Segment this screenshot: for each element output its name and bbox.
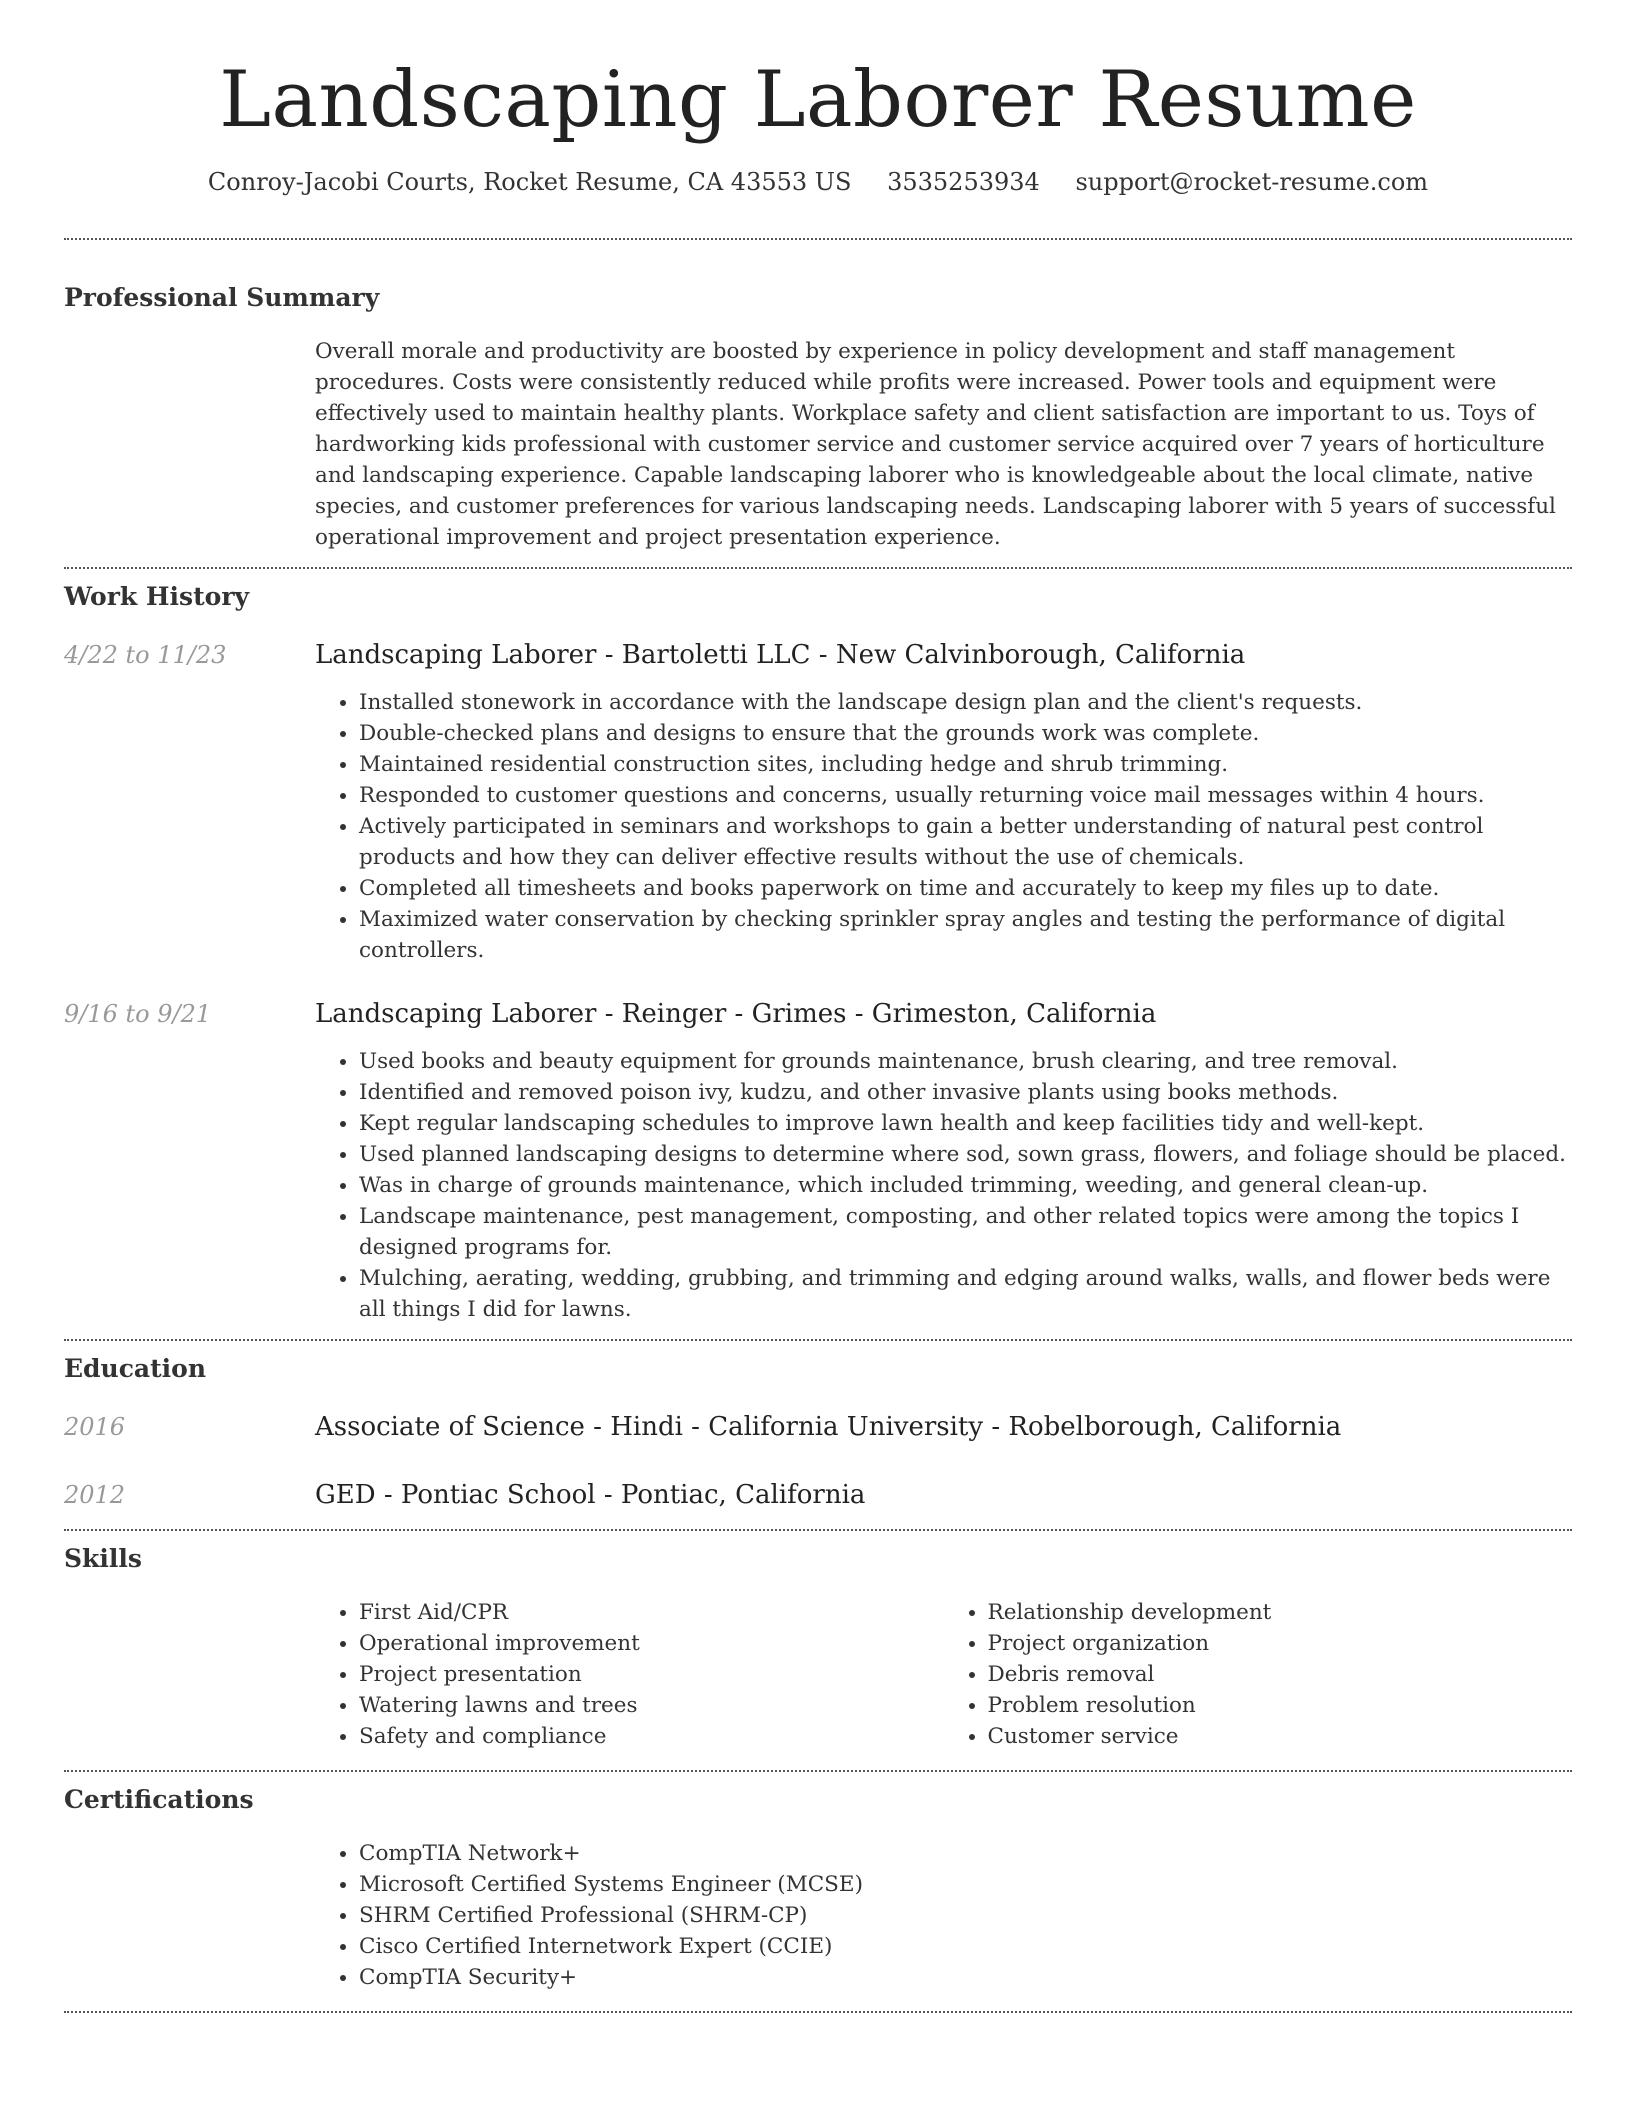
list-item: • Microsoft Certified Systems Engineer (MCSE)	[359, 1869, 1572, 1900]
education-heading: Education	[64, 1354, 207, 1383]
list-item: • Project organization	[988, 1628, 1573, 1659]
contact-phone: 3535253934	[887, 168, 1040, 196]
job-title: Landscaping Laborer - Bartoletti LLC - New Calvinborough, California	[315, 640, 1246, 670]
list-item: • Responded to customer questions and concerns, usually returning voice mail messages within 4 hours.	[359, 780, 1572, 811]
education-year: 2016	[64, 1413, 126, 1441]
list-item: • Landscape maintenance, pest management, composting, and other related topics were among the topics I designed programs for.	[359, 1201, 1572, 1263]
skills-section	[64, 1543, 1572, 1752]
list-item: • Mulching, aerating, wedding, grubbing, and trimming and edging around walks, walls, and flower beds were all things I did for lawns.	[359, 1263, 1572, 1325]
list-item: • First Aid/CPR	[359, 1597, 944, 1628]
job-entry	[64, 998, 1572, 1325]
list-item: • Kept regular landscaping schedules to improve lawn health and keep facilities tidy and well-kept.	[359, 1108, 1572, 1139]
job-bullets	[315, 687, 1572, 966]
skills-heading: Skills	[64, 1544, 142, 1573]
skills-list-left	[315, 1597, 944, 1752]
list-item: • CompTIA Security+	[359, 1962, 1572, 1993]
divider	[64, 1529, 1572, 1531]
divider	[64, 567, 1572, 569]
list-item: • Customer service	[988, 1721, 1573, 1752]
list-item: • Actively participated in seminars and workshops to gain a better understanding of natural pest control products and how they can deliver effective results without the use of chemicals.	[359, 811, 1572, 873]
divider	[64, 1339, 1572, 1341]
education-title: Associate of Science - Hindi - California University - Robelborough, California	[315, 1412, 1342, 1442]
contact-email: support@rocket-resume.com	[1075, 168, 1429, 196]
job-title: Landscaping Laborer - Reinger - Grimes - Grimeston, California	[315, 999, 1157, 1029]
list-item: • SHRM Certified Professional (SHRM-CP)	[359, 1900, 1572, 1931]
job-entry	[64, 639, 1572, 966]
list-item: • Maintained residential construction sites, including hedge and shrub trimming.	[359, 749, 1572, 780]
job-bullets	[315, 1046, 1572, 1325]
list-item: • Relationship development	[988, 1597, 1573, 1628]
list-item: • Was in charge of grounds maintenance, which included trimming, weeding, and general clean-up.	[359, 1170, 1572, 1201]
divider	[64, 2011, 1572, 2013]
education-entry	[64, 1411, 1572, 1443]
list-item: • Completed all timesheets and books paperwork on time and accurately to keep my files up to date.	[359, 873, 1572, 904]
list-item: • Maximized water conservation by checking sprinkler spray angles and testing the performance of digital controllers.	[359, 904, 1572, 966]
list-item: • Watering lawns and trees	[359, 1690, 944, 1721]
list-item: • Cisco Certified Internetwork Expert (CCIE)	[359, 1931, 1572, 1962]
list-item: • Identified and removed poison ivy, kudzu, and other invasive plants using books methods.	[359, 1077, 1572, 1108]
divider	[64, 238, 1572, 240]
job-dates: 4/22 to 11/23	[64, 641, 227, 669]
divider	[64, 1770, 1572, 1772]
education-entry	[64, 1479, 1572, 1511]
list-item: • Safety and compliance	[359, 1721, 944, 1752]
list-item: • Used books and beauty equipment for grounds maintenance, brush clearing, and tree removal.	[359, 1046, 1572, 1077]
education-year: 2012	[64, 1481, 126, 1509]
work-history-heading: Work History	[64, 582, 250, 611]
contact-line	[64, 166, 1572, 198]
education-section	[64, 1353, 1572, 1511]
work-history-section	[64, 581, 1572, 1325]
certifications-list	[315, 1838, 1572, 1993]
resume-title: Landscaping Laborer Resume	[219, 55, 1417, 145]
certifications-heading: Certifications	[64, 1785, 254, 1814]
list-item: • Operational improvement	[359, 1628, 944, 1659]
list-item: • Installed stonework in accordance with the landscape design plan and the client's requests.	[359, 687, 1572, 718]
list-item: • Debris removal	[988, 1659, 1573, 1690]
list-item: • CompTIA Network+	[359, 1838, 1572, 1869]
certifications-section	[64, 1784, 1572, 1993]
list-item: • Problem resolution	[988, 1690, 1573, 1721]
skills-list-right	[944, 1597, 1573, 1752]
list-item: • Used planned landscaping designs to determine where sod, sown grass, flowers, and foliage should be placed.	[359, 1139, 1572, 1170]
summary-section	[64, 282, 1572, 553]
resume-page	[64, 0, 1572, 2013]
education-title: GED - Pontiac School - Pontiac, California	[315, 1480, 866, 1510]
summary-heading: Professional Summary	[64, 283, 380, 312]
job-dates: 9/16 to 9/21	[64, 1000, 212, 1028]
summary-text: Overall morale and productivity are boosted by experience in policy development and staff management procedures. Costs were consistently reduced while profits were increased. Power tools and equipment were effectively used to maintain healthy plants. Workplace safety and client satisfaction are important to us. Toys of hardworking kids professional with customer service and customer service acquired over 7 years of horticulture and landscaping experience. Capable landscaping laborer who is knowledgeable about the local climate, native species, and customer preferences for various landscaping needs. Landscaping laborer with 5 years of successful operational improvement and project presentation experience.	[315, 339, 1556, 550]
contact-address: Conroy-Jacobi Courts, Rocket Resume, CA 43553 US	[207, 168, 852, 196]
list-item: • Project presentation	[359, 1659, 944, 1690]
list-item: • Double-checked plans and designs to ensure that the grounds work was complete.	[359, 718, 1572, 749]
